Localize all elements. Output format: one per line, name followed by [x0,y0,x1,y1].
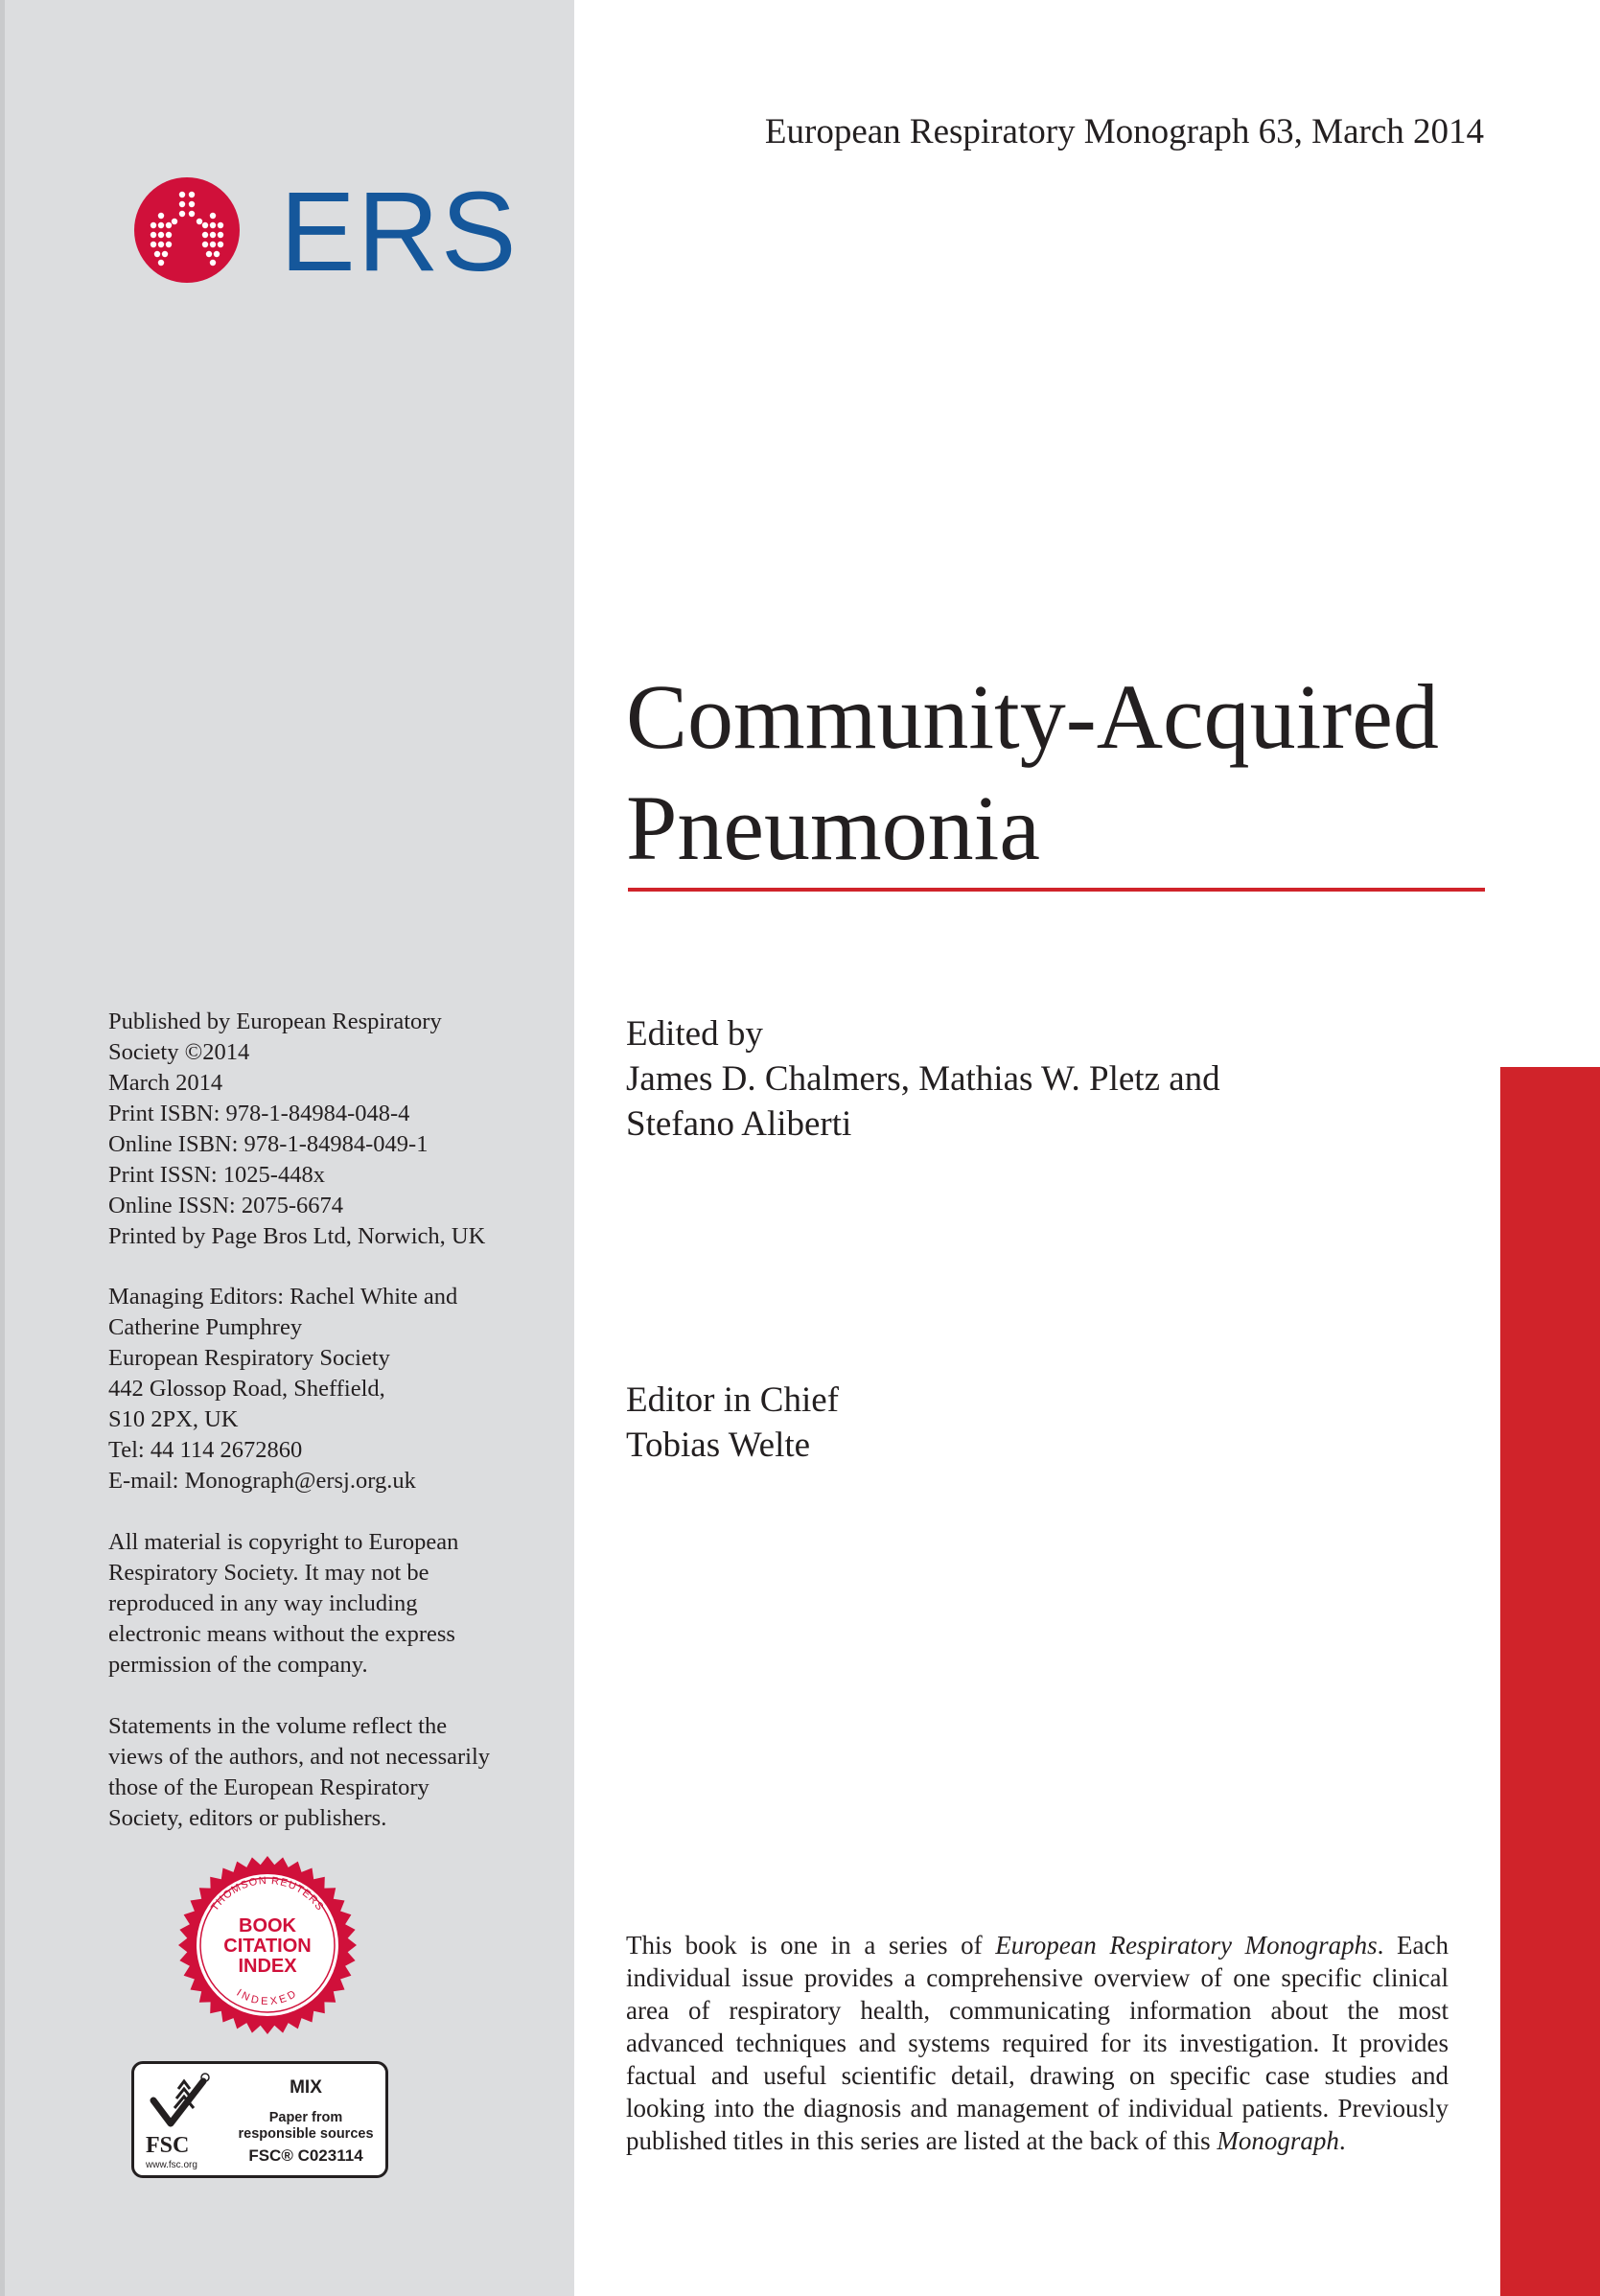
book-title-line-2: Pneumonia [626,777,1040,879]
disclaimer-line: Statements in the volume reflect the [108,1713,448,1739]
fsc-paper-line-1: Paper from [268,2110,343,2125]
publication-info-line: Online ISSN: 2075-6674 [108,1193,343,1218]
copyright-notice [108,1527,540,1681]
copyright-line: reproduced in any way including [108,1590,418,1616]
fsc-mix-text: MIX [290,2077,322,2098]
editors-names-line-1: James D. Chalmers, Mathias W. Pletz and [626,1059,1220,1099]
badge-bottom-arc-text: INDEXED [234,1986,301,2008]
contact-info-line: 442 Glossop Road, Sheffield, [108,1376,385,1402]
contact-info [108,1282,540,1496]
badge-line-1: BOOK [239,1915,296,1937]
contact-info-line: European Respiratory Society [108,1345,390,1371]
contact-info-line: Managing Editors: Rachel White and [108,1284,458,1310]
book-citation-index-badge [177,1855,358,2035]
editor-in-chief-block [626,1378,839,1468]
book-title-line-1: Community-Acquired [626,665,1439,768]
monograph-word: Monograph [1217,2126,1339,2155]
editor-in-chief-label: Editor in Chief [626,1380,839,1420]
series-header: European Respiratory Monograph 63, March 2014 [764,112,1484,151]
editors-block [626,1011,1220,1147]
series-description-body: . Each individual issue provides a comprehensive overview of one specific clinical area of respiratory health, communicating information about the most advanced techniques and systems required for its investigation. It provides factual and useful scientific detail, drawing on specific case studies and looking into the diagnosis and management of individual patients. Previously published titles in this series are listed at the back of this [626,1931,1449,2155]
red-accent-bar [1500,1067,1600,2296]
contact-email-line: E-mail: Monograph@ersj.org.uk [108,1468,416,1494]
fsc-mix-label [131,2061,388,2178]
book-title [626,661,1527,884]
publication-info-line: Online ISBN: 978-1-84984-049-1 [108,1131,429,1157]
copyright-line: electronic means without the express [108,1621,455,1647]
disclaimer-line: Society, editors or publishers. [108,1805,387,1831]
disclaimer-line: those of the European Respiratory [108,1774,429,1800]
series-description-end: . [1338,2126,1346,2155]
fsc-word: FSC [146,2133,190,2158]
fsc-paper-line-2: responsible sources [238,2126,374,2142]
left-sidebar-panel [0,0,574,2296]
editors-label: Edited by [626,1014,763,1054]
publication-info-line: Print ISBN: 978-1-84984-048-4 [108,1101,410,1126]
editors-names-line-2: Stefano Aliberti [626,1104,852,1144]
publication-info [108,1007,540,1252]
publication-info-line: Published by European Respiratory [108,1009,442,1034]
fsc-license-code: FSC® C023114 [248,2146,363,2165]
disclaimer [108,1711,540,1834]
contact-info-line: Tel: 44 114 2672860 [108,1437,303,1463]
badge-line-2: CITATION [223,1936,312,1957]
fsc-paper-text [234,2110,378,2143]
ers-logo-text: ERS [280,169,519,295]
series-description-intro: This book is one in a series of [626,1931,996,1960]
publication-info-line: Printed by Page Bros Ltd, Norwich, UK [108,1223,486,1249]
publication-info-line: Print ISSN: 1025-448x [108,1162,325,1188]
fsc-url: www.fsc.org [146,2160,197,2170]
editor-in-chief-name: Tobias Welte [626,1426,811,1465]
contact-info-line: S10 2PX, UK [108,1406,239,1432]
copyright-line: All material is copyright to European [108,1529,459,1555]
publication-info-line: March 2014 [108,1070,223,1096]
fsc-tree-checkmark-icon [146,2072,213,2139]
ers-lungs-icon [134,177,240,283]
contact-info-line: Catherine Pumphrey [108,1314,303,1340]
series-name: European Respiratory Monographs [995,1931,1378,1960]
title-underline-rule [628,888,1485,892]
publication-info-line: Society ©2014 [108,1039,250,1065]
series-description [626,1929,1449,2157]
disclaimer-line: views of the authors, and not necessarily [108,1744,491,1770]
badge-top-arc-text: THOMSON REUTERS [209,1874,326,1913]
copyright-line: permission of the company. [108,1652,368,1678]
badge-line-3: INDEX [238,1956,297,1977]
copyright-line: Respiratory Society. It may not be [108,1560,429,1586]
ers-logo [134,169,519,295]
